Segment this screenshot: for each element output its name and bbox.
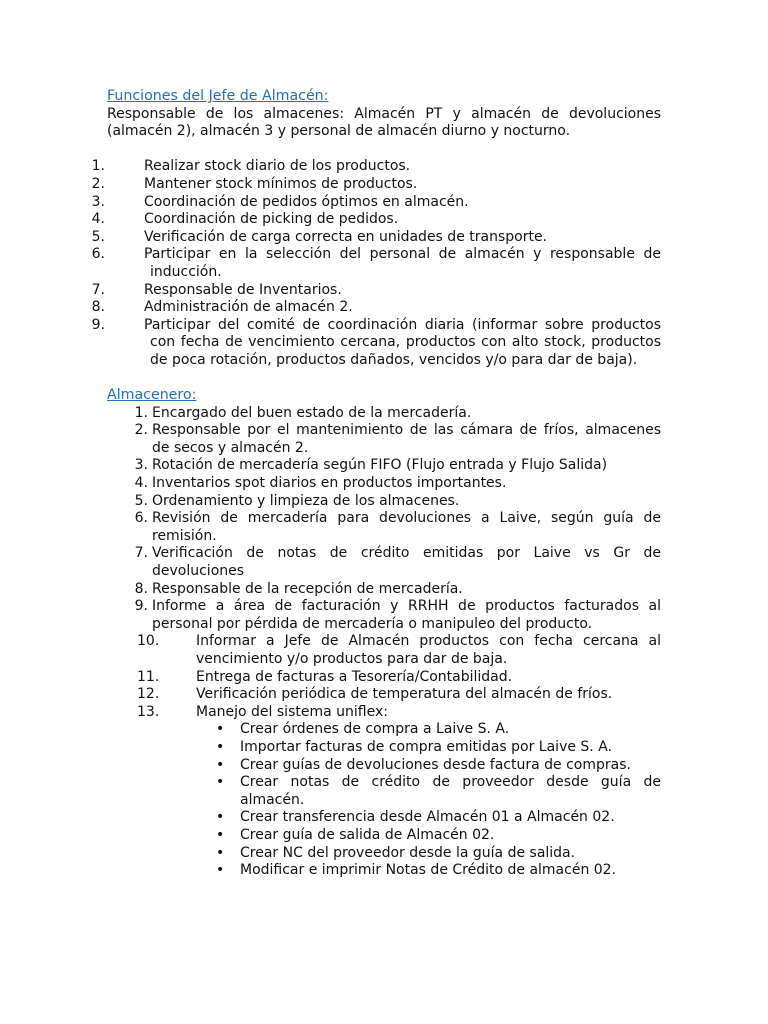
list-item [107,475,661,493]
list-item [91,193,661,212]
list-item-text: Verificación de notas de crédito emitidas por Laive vs Gr de devoluciones [152,545,661,580]
list-item-text: Responsable por el mantenimiento de las cámara de fríos, almacenes de secos y almacén 2. [152,422,661,456]
list-item [107,704,661,722]
list-item-text: Coordinación de pedidos óptimos en almacén. [144,193,469,210]
list-item-number: 5. [134,492,148,509]
list-item-text: Realizar stock diario de los productos. [144,158,411,175]
list-item [91,281,661,300]
list-item-text: Inventarios spot diarios en productos importantes. [152,475,507,492]
list-item-number: 4. [134,475,148,492]
intro-paragraph: Responsable de los almacenes: Almacén PT y almacén de devoluciones (almacén 2), almacén 3 y personal de almacén diurno y nocturno. [107,105,661,140]
list-item-number: 1. [134,404,148,421]
section-heading-almacenero: Almacenero: [107,387,197,404]
list-item-number: 8. [91,299,105,316]
bullet-icon: • [216,809,225,826]
list-item-number: 2. [134,422,148,439]
list-item-text: Entrega de facturas a Tesorería/Contabilidad. [196,668,513,685]
bullet-icon: • [216,862,225,879]
list-item [107,669,661,687]
sublist-item [107,845,661,863]
list-item [107,457,661,475]
uniflex-sublist [107,721,661,879]
section-heading-jefe-almacen: Funciones del Jefe de Almacén: [107,88,329,104]
list-item-text: Rotación de mercadería según FIFO (Flujo entrada y Flujo Salida) [152,457,608,474]
list-item-text: Participar del comité de coordinación diaria (informar sobre productos con fecha de vencimiento cercana, productos con alto stock, productos de poca rotación, productos dañados, vencidos y/o para dar de baja). [144,316,661,368]
list-item [107,422,661,457]
bullet-icon: • [216,826,225,843]
list-item-number: 6. [134,510,148,527]
list-item-text: Informe a área de facturación y RRHH de productos facturados al personal por pérdida de mercadería o manipuleo del producto. [152,598,661,632]
list-item [107,545,661,580]
list-item-text: Encargado del buen estado de la mercadería. [152,404,472,421]
sublist-item-text: Crear transferencia desde Almacén 01 a Almacén 02. [240,809,615,826]
list-item [91,211,661,229]
list-item [91,158,661,176]
list-item-text: Coordinación de picking de pedidos. [144,211,399,228]
sublist-item [107,721,661,739]
list-item-number: 10. [137,633,160,650]
list-item-text: Responsable de la recepción de mercadería. [152,580,463,597]
sublist-item-text: Crear guías de devoluciones desde factura de compras. [240,756,631,773]
list-item-text: Manejo del sistema uniflex: [196,703,388,720]
sublist-item-text: Crear guía de salida de Almacén 02. [240,826,495,843]
list-item-text: Responsable de Inventarios. [144,281,342,298]
sublist-item [107,739,661,757]
list-item [91,246,661,281]
list-item-number: 6. [91,246,105,263]
sublist-item [107,809,661,827]
sublist-item [107,862,661,880]
almacenero-list [107,405,661,722]
list-item [91,175,661,194]
list-item-number: 7. [91,281,105,298]
sublist-item-text: Crear notas de crédito de proveedor desde guía de almacén. [240,774,661,808]
list-item-text: Ordenamiento y limpieza de los almacenes. [152,492,460,509]
list-item-text: Verificación de carga correcta en unidades de transporte. [144,228,548,245]
list-item-number: 2. [91,175,105,192]
list-item [91,228,661,247]
sublist-item-text: Crear NC del proveedor desde la guía de salida. [240,844,576,861]
list-item-number: 12. [137,686,160,703]
list-item-number: 9. [134,598,148,615]
sublist-item [107,757,661,775]
list-item [107,598,661,633]
bullet-icon: • [216,756,225,773]
list-item-text: Mantener stock mínimos de productos. [144,175,418,192]
list-item-number: 11. [137,668,160,685]
sublist-item-text: Crear órdenes de compra a Laive S. A. [240,721,510,738]
list-item [107,493,661,511]
list-item-number: 5. [91,228,105,245]
list-item-number: 3. [134,457,148,474]
bullet-icon: • [216,844,225,861]
document-page [91,88,661,880]
jefe-almacen-list [91,158,661,369]
list-item [107,633,661,668]
bullet-icon: • [216,738,225,755]
list-item-text: Revisión de mercadería para devoluciones a Laive, según guía de remisión. [152,510,661,544]
list-item [91,316,661,370]
list-item-text: Informar a Jefe de Almacén productos con fecha cercana al vencimiento y/o productos para dar de baja. [196,633,661,667]
list-item [107,686,661,704]
sublist-item [107,774,661,809]
bullet-icon: • [216,721,225,738]
spacer [107,141,661,159]
list-item-number: 1. [91,158,105,175]
sublist-item [107,827,661,845]
sublist-item-text: Importar facturas de compra emitidas por Laive S. A. [240,738,612,755]
list-item-number: 13. [137,703,160,720]
list-item [107,581,661,599]
bullet-icon: • [216,774,225,791]
list-item-number: 8. [134,580,148,597]
list-item [91,299,661,317]
list-item-number: 7. [134,545,148,562]
sublist-item-text: Modificar e imprimir Notas de Crédito de almacén 02. [240,862,617,879]
list-item-text: Participar en la selección del personal de almacén y responsable de inducción. [144,246,661,280]
list-item-number: 3. [91,193,105,210]
list-item-text: Verificación periódica de temperatura del almacén de fríos. [196,686,613,703]
list-item-number: 9. [91,316,105,333]
list-item [107,510,661,545]
spacer [107,370,661,388]
list-item-number: 4. [91,211,105,228]
list-item [107,405,661,423]
list-item-text: Administración de almacén 2. [144,299,353,316]
